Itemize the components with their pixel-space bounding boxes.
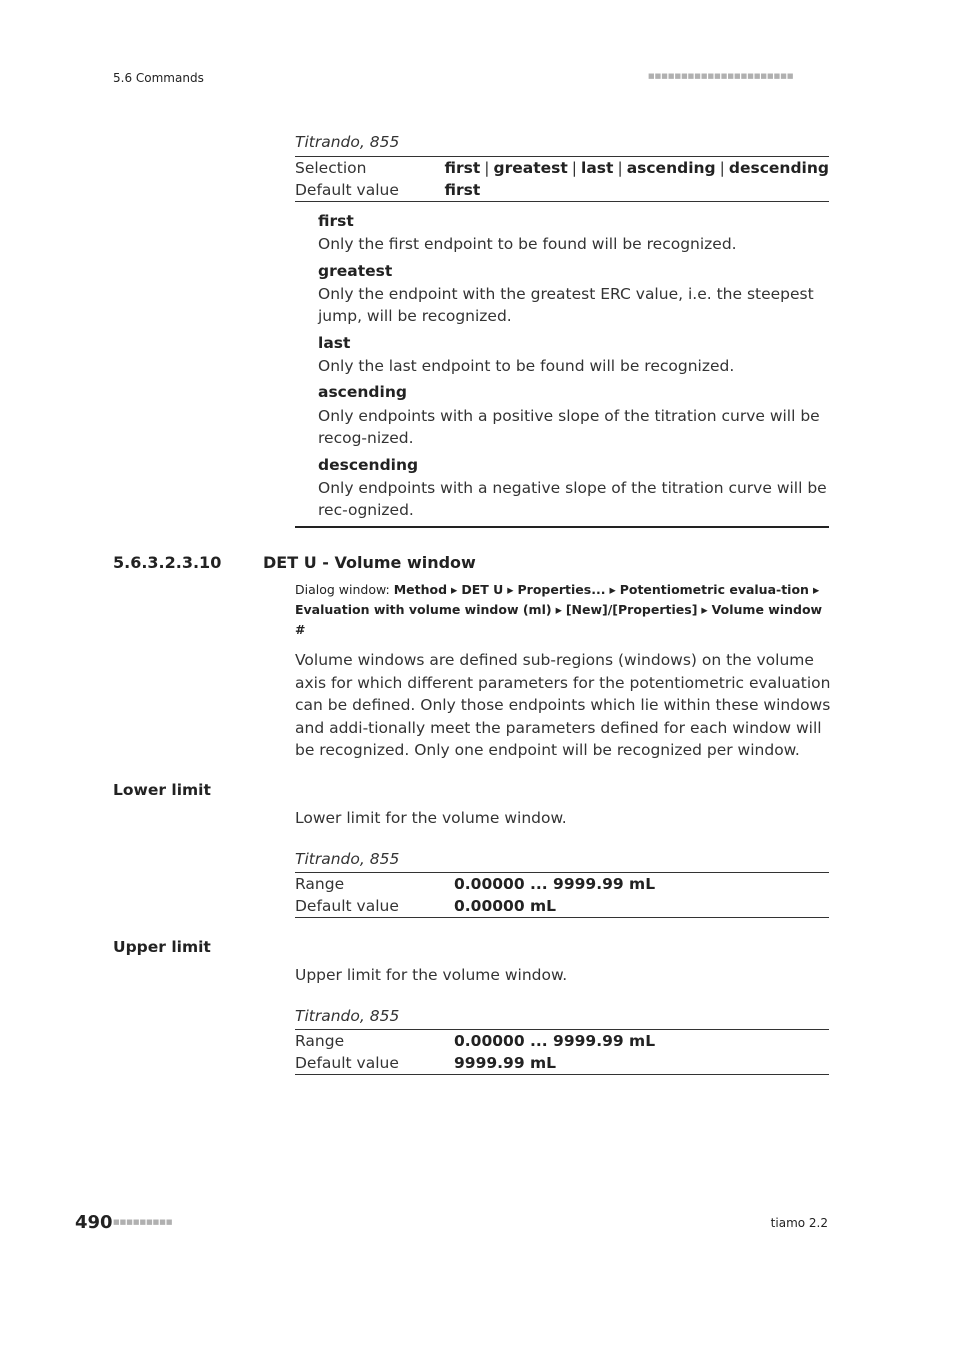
option-title-first: first [318, 212, 354, 230]
option-desc-greatest: Only the endpoint with the greatest ERC value, i.e. the steepest jump, will be recognized. [318, 285, 814, 325]
arrow-right-icon: ▸ [507, 582, 514, 597]
devices-label: Titrando, 855 [295, 1007, 400, 1025]
arrow-right-icon: ▸ [701, 602, 708, 617]
option-title-last: last [318, 334, 351, 352]
default-value: 0.00000 mL [454, 895, 829, 918]
param-name-upper-limit: Upper limit [113, 938, 211, 956]
arrow-right-icon: ▸ [555, 602, 562, 617]
arrow-right-icon: ▸ [812, 582, 820, 597]
default-value-label: Default value [295, 895, 454, 918]
selection-option: greatest [493, 159, 568, 177]
default-value: first [445, 179, 830, 202]
path-step: Properties... [517, 582, 606, 597]
devices-label: Titrando, 855 [295, 850, 400, 868]
range-value: 0.00000 ... 9999.99 mL [454, 873, 829, 896]
block-end-rule [295, 526, 829, 528]
section-intro: Volume windows are defined sub-regions (windows) on the volume axis for which different parameters for the potentiometric evaluation can be defined. Only those endpoints which lie within these windows and addi-tionally meet the parameters defined for each window will be recognized. Only one endpoint will be recognized per window. [295, 651, 831, 760]
upper-limit-param-table [295, 1029, 829, 1075]
path-step: [New]/[Properties] [565, 602, 698, 617]
default-value: 9999.99 mL [454, 1052, 829, 1075]
selection-option: ascending [626, 159, 716, 177]
devices-label: Titrando, 855 [295, 133, 400, 151]
running-header-section: 5.6 Commands [113, 71, 204, 85]
param-desc-lower-limit: Lower limit for the volume window. [295, 809, 567, 827]
arrow-right-icon: ▸ [609, 582, 616, 597]
range-label: Range [295, 1030, 454, 1053]
selection-values [445, 157, 830, 180]
param-desc-upper-limit: Upper limit for the volume window. [295, 966, 568, 984]
separator: | [571, 159, 578, 177]
page-number: 490 [75, 1212, 113, 1233]
option-title-descending: descending [318, 456, 419, 474]
option-desc-ascending: Only endpoints with a positive slope of the titration curve will be recog-nized. [318, 407, 820, 447]
lower-limit-param-table [295, 872, 829, 918]
option-title-ascending: ascending [318, 383, 407, 401]
range-value: 0.00000 ... 9999.99 mL [454, 1030, 829, 1053]
footer-decoration: ■■■■■■■■■ [113, 1218, 173, 1226]
section-number: 5.6.3.2.3.10 [113, 553, 222, 572]
path-step: Evaluation with volume window (ml) [295, 602, 552, 617]
default-value-label: Default value [295, 179, 445, 202]
selection-option: first [444, 159, 481, 177]
path-step: DET U [461, 582, 504, 597]
dialog-path [295, 580, 831, 640]
option-desc-first: Only the first endpoint to be found will be recognized. [318, 235, 737, 253]
default-value-label: Default value [295, 1052, 454, 1075]
dialog-prefix: Dialog window: [295, 582, 390, 597]
path-step: Volume window # [295, 602, 823, 637]
option-desc-last: Only the last endpoint to be found will be recognized. [318, 357, 735, 375]
option-desc-descending: Only endpoints with a negative slope of the titration curve will be rec-ognized. [318, 479, 827, 519]
section-title: DET U - Volume window [263, 553, 476, 572]
separator: | [617, 159, 623, 177]
arrow-right-icon: ▸ [451, 582, 458, 597]
param-name-lower-limit: Lower limit [113, 781, 211, 799]
selection-param-table [295, 156, 829, 202]
separator: | [719, 159, 725, 177]
range-label: Range [295, 873, 454, 896]
option-title-greatest: greatest [318, 262, 393, 280]
separator: | [484, 159, 490, 177]
path-step: Method [393, 582, 448, 597]
selection-option: descending [728, 159, 829, 177]
header-decoration: ■■■■■■■■■■■■■■■■■■■■■■ [648, 72, 794, 80]
selection-option: last [581, 159, 614, 177]
selection-label: Selection [295, 157, 445, 180]
product-name: tiamo 2.2 [770, 1216, 828, 1230]
path-step: Potentiometric evalua-tion [619, 582, 809, 597]
